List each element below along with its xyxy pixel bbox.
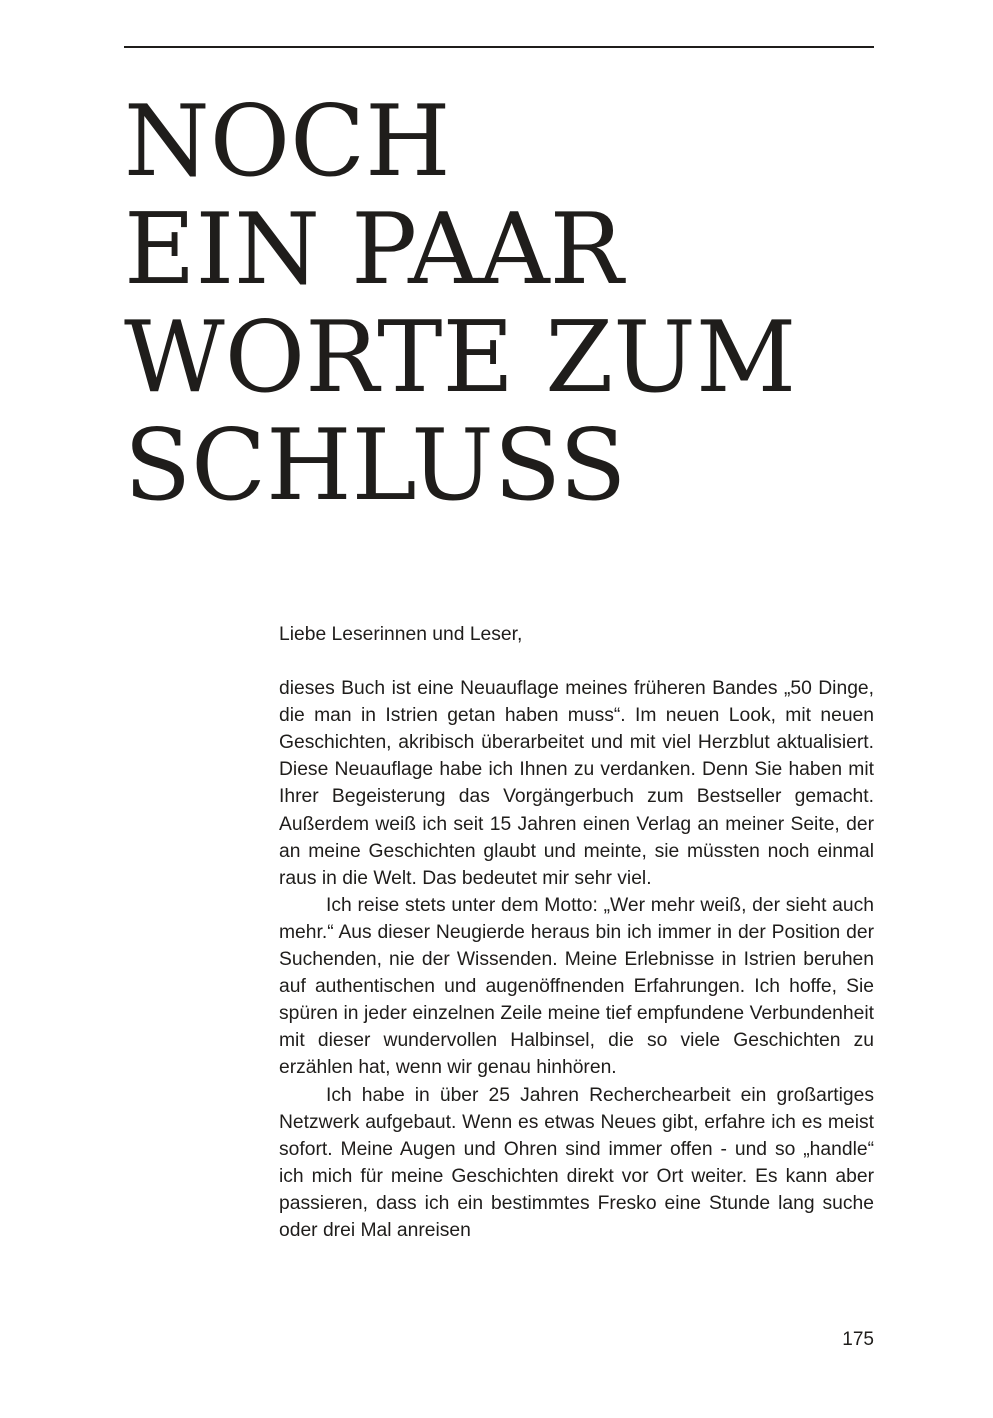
chapter-title-line: NOCH (124, 85, 451, 199)
chapter-title (124, 85, 884, 523)
paragraph: Ich habe in über 25 Jahren Recherchearbeit ein großartiges Netzwerk aufgebaut. Wenn es etwas Neues gibt, erfahre ich es meist sofort. Meine Augen und Ohren sind immer offen - und so „handle“ ich mich für meine Geschichten direkt vor Ort weiter. Es kann aber passieren, dass ich ein bestimmtes Fresko eine Stunde lang suche oder drei Mal anreisen (279, 1084, 874, 1241)
paragraph: Ich reise stets unter dem Motto: „Wer mehr weiß, der sieht auch mehr.“ Aus dieser Neugierde heraus bin ich immer in der Position der Suchenden, nie der Wissenden. Meine Erlebnisse in Istrien beruhen auf authentischen und augenöffnenden Erfahrungen. Ich hoffe, Sie spüren in jeder einzelnen Zeile meine tief empfundene Verbundenheit mit dieser wundervollen Halbinsel, die so viele Geschichten zu erzählen hat, wenn wir genau hinhören. (279, 894, 874, 1079)
chapter-title-line: EIN PAAR (124, 193, 624, 307)
chapter-title-line: SCHLUSS (124, 409, 627, 523)
body-text (279, 621, 874, 1244)
page-number: 175 (842, 1329, 874, 1350)
salutation: Liebe Leserinnen und Leser, (279, 624, 523, 645)
paragraph: dieses Buch ist eine Neuauflage meines früheren Bandes „50 Dinge, die man in Istrien getan haben muss“. Im neuen Look, mit neuen Geschichten, akribisch überarbeitet und mit viel Herzblut aktualisiert. Diese Neuauflage habe ich Ihnen zu verdanken. Denn Sie haben mit Ihrer Begeisterung das Vorgängerbuch zum Bestseller gemacht. Außerdem weiß ich seit 15 Jahren einen Verlag an meiner Seite, der an meine Geschichten glaubt und meinte, sie müssten noch einmal raus in die Welt. Das bedeutet mir sehr viel. (279, 678, 874, 889)
top-rule (124, 46, 874, 48)
chapter-title-line: WORTE ZUM (124, 301, 797, 415)
